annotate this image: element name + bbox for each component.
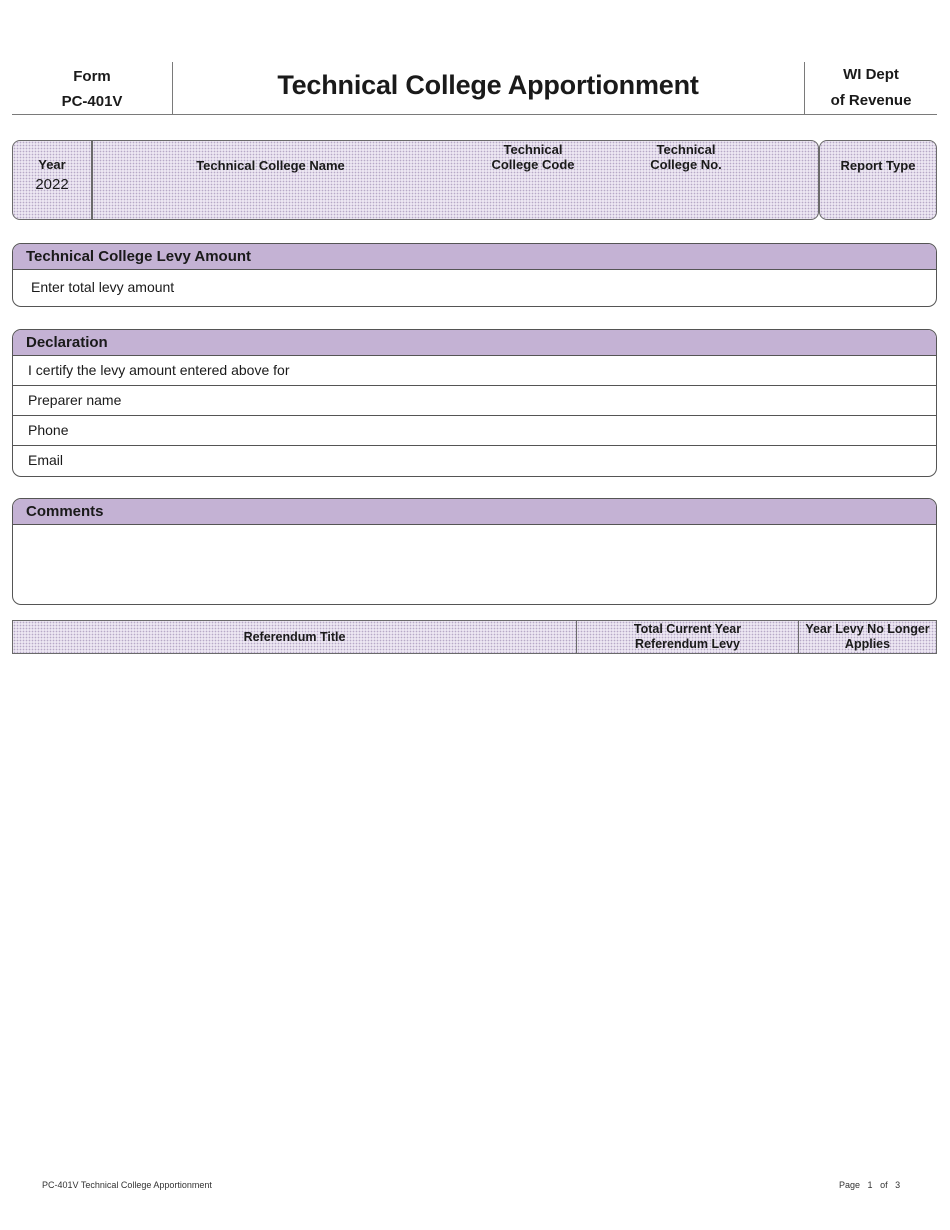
year-box — [12, 140, 92, 220]
year-label: Year — [38, 157, 66, 172]
levy-section — [12, 243, 937, 307]
form-label: Form — [73, 68, 111, 85]
college-info-box — [92, 140, 819, 220]
levy-amount-label: Enter total levy amount — [31, 279, 175, 295]
comments-heading: Comments — [13, 499, 936, 525]
referendum-title-header: Referendum Title — [13, 621, 577, 653]
declaration-section — [12, 329, 937, 477]
report-type-box — [819, 140, 937, 220]
footer-form-name: PC-401V Technical College Apportionment — [42, 1180, 212, 1190]
college-no-label: Technical College No. — [650, 142, 722, 172]
footer-page-number: Page 1 of 3 — [839, 1180, 901, 1190]
year-value[interactable]: 2022 — [35, 176, 69, 193]
referendum-table-header — [12, 620, 937, 654]
header-rule — [12, 114, 937, 115]
form-number: PC-401V — [61, 93, 123, 110]
college-name-label: Technical College Name — [196, 158, 345, 173]
declaration-certify-row[interactable]: I certify the levy amount entered above for — [13, 356, 936, 386]
preparer-name-row[interactable]: Preparer name — [13, 386, 936, 416]
levy-end-year-header: Year Levy No Longer Applies — [805, 622, 930, 651]
department-block — [805, 62, 937, 114]
dept-line-1: WI Dept — [843, 66, 899, 83]
email-row[interactable]: Email — [28, 452, 64, 468]
comments-section — [12, 498, 937, 605]
college-code-label: Technical College Code — [491, 142, 575, 172]
dept-line-2: of Revenue — [830, 92, 912, 109]
comments-area[interactable] — [13, 525, 936, 605]
phone-row[interactable]: Phone — [13, 416, 936, 446]
form-number-block — [12, 64, 172, 114]
levy-amount-row[interactable] — [13, 270, 936, 307]
declaration-heading: Declaration — [13, 330, 936, 356]
report-type-label: Report Type — [840, 158, 916, 173]
referendum-levy-header: Total Current Year Referendum Levy — [577, 621, 799, 653]
levy-heading: Technical College Levy Amount — [13, 244, 936, 270]
page-title: Technical College Apportionment — [277, 70, 699, 100]
